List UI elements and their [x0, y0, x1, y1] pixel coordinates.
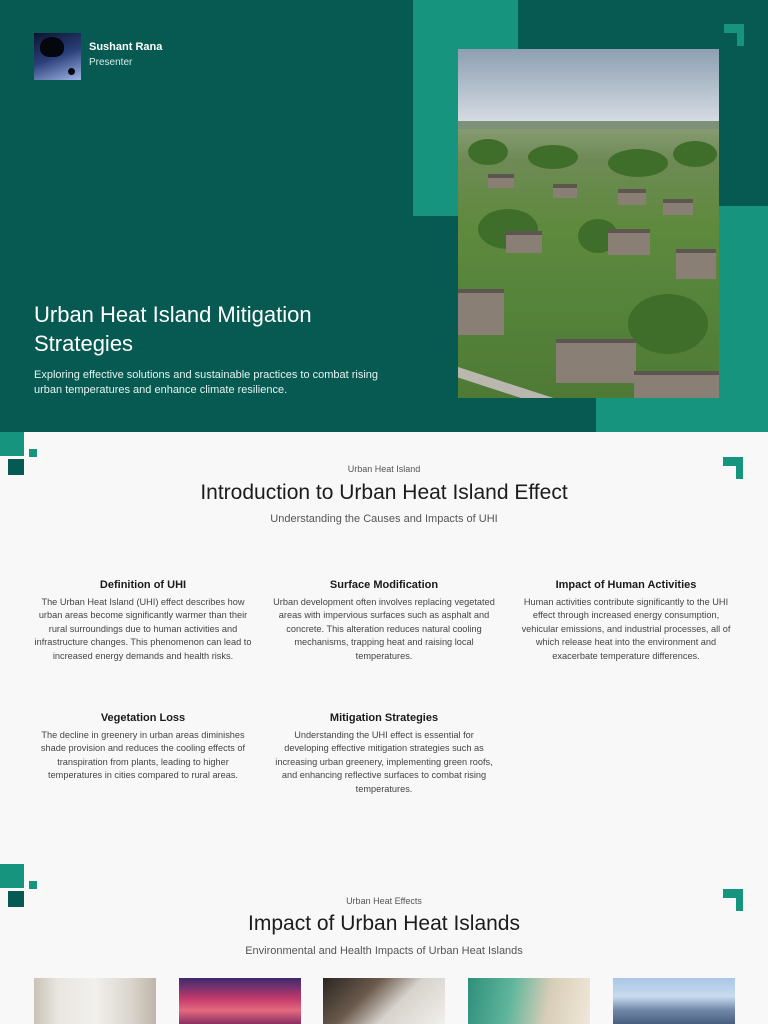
section-subtitle: Understanding the Causes and Impacts of UHI [270, 513, 498, 525]
card-body: The decline in greenery in urban areas diminishes shade provision and reduces the cooling effects of transpiration from plants, leading to higher temperatures in cities compared to rural areas. [40, 730, 246, 781]
info-card [515, 579, 737, 663]
card-title: Mitigation Strategies [329, 712, 439, 724]
section-eyebrow: Urban Heat Island [347, 464, 421, 474]
info-card [32, 712, 254, 783]
page-subtitle: Exploring effective solutions and sustainable practices to combat rising urban temperatures and enhance climate resilience. [34, 369, 379, 396]
section-title: Impact of Urban Heat Islands [248, 912, 520, 935]
title-slide [0, 0, 768, 432]
card-title: Surface Modification [329, 579, 439, 591]
impact-image [323, 978, 445, 1024]
impact-section [0, 864, 768, 1024]
impact-image [34, 978, 156, 1024]
impact-image [179, 978, 301, 1024]
card-body: Human activities contribute significantly to the UHI effect through increased energy consumption, vehicular emissions, and industrial processes, all of which release heat into the environment and exacerbate temperature differences. [521, 597, 731, 661]
card-title: Vegetation Loss [100, 712, 186, 724]
section-subtitle: Environmental and Health Impacts of Urban Heat Islands [245, 945, 523, 957]
avatar [34, 33, 81, 80]
intro-section [0, 432, 768, 864]
card-title: Impact of Human Activities [555, 579, 697, 591]
card-title: Definition of UHI [99, 579, 187, 591]
corner-mark-icon [724, 24, 744, 46]
presenter-role: Presenter [89, 57, 133, 68]
info-card [273, 712, 495, 796]
section-eyebrow: Urban Heat Effects [346, 896, 422, 906]
impact-image [468, 978, 590, 1024]
impact-image [613, 978, 735, 1024]
section-title: Introduction to Urban Heat Island Effect [200, 481, 568, 504]
info-card [32, 579, 254, 663]
info-card [273, 579, 495, 663]
hero-image [458, 49, 719, 398]
card-body: Understanding the UHI effect is essential for developing effective mitigation strategies such as increasing urban greenery, implementing green roofs, and enhancing reflective surfaces to combat rising temperatures. [275, 730, 493, 794]
card-body: The Urban Heat Island (UHI) effect describes how urban areas become significantly warmer than their rural surroundings due to human activities and infrastructure changes. This phenomenon can lead to increased energy demands and health risks. [34, 597, 252, 661]
presenter-name: Sushant Rana [89, 41, 163, 53]
page-title: Urban Heat Island Mitigation Strategies [34, 302, 312, 356]
card-body: Urban development often involves replacing vegetated areas with impervious surfaces such as asphalt and concrete. This alteration reduces natural cooling mechanisms, trapping heat and raising local temperatures. [273, 597, 495, 661]
presenter-info [34, 33, 162, 80]
